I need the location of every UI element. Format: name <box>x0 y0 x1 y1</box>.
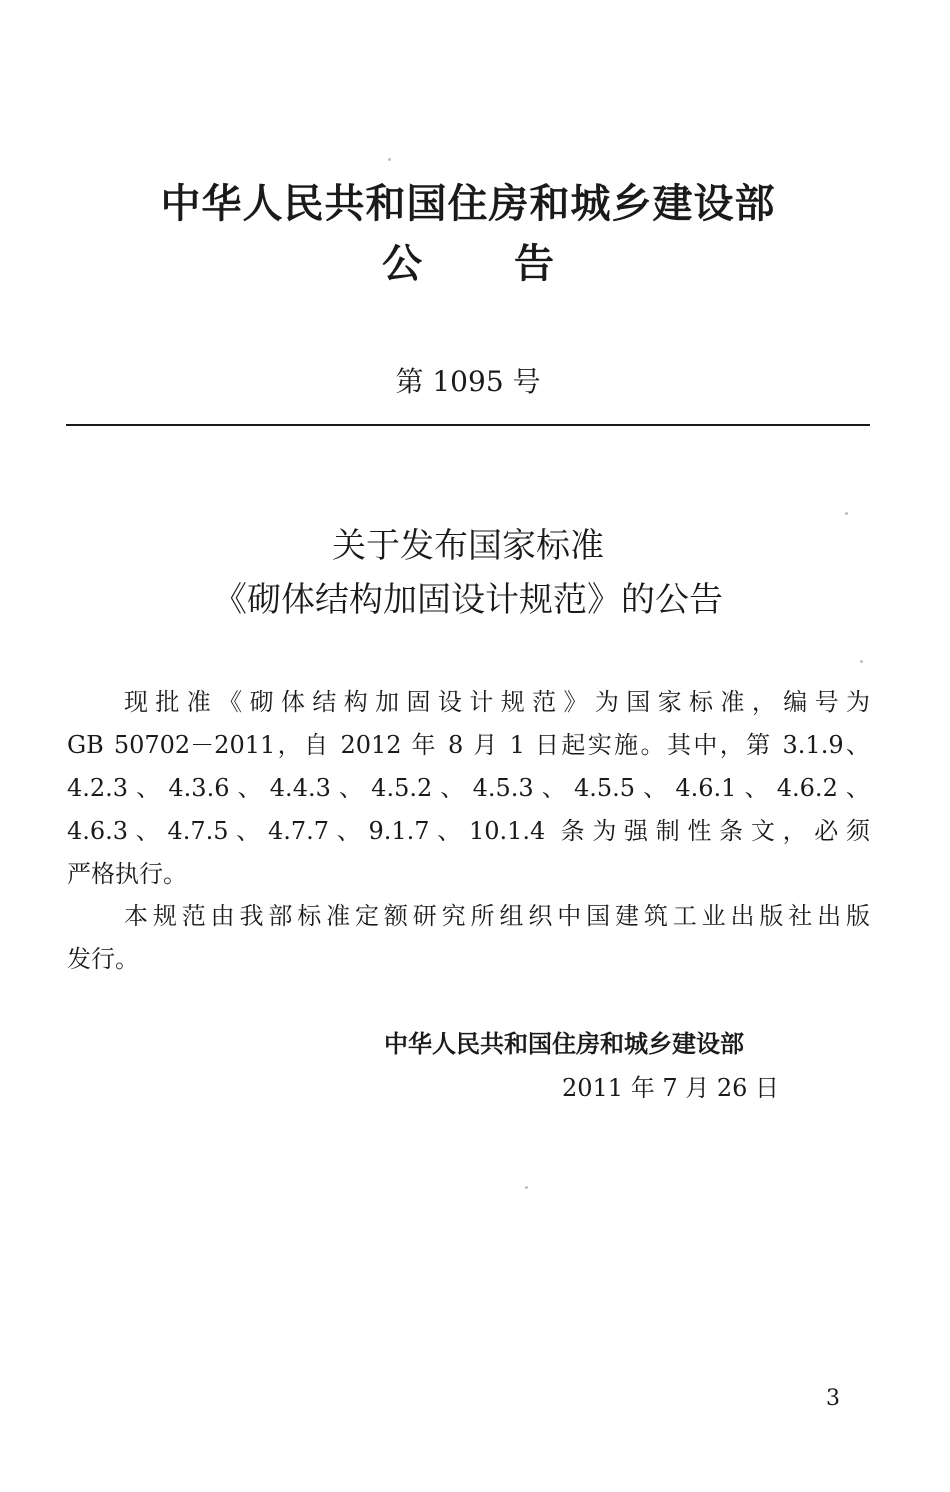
notice-heading <box>0 236 936 292</box>
scan-speck <box>525 1186 528 1189</box>
scan-speck <box>388 158 391 161</box>
document-title-line-1: 关于发布国家标准 <box>332 526 604 566</box>
body-paragraph-1-line-4: 4.6.3、4.7.5、4.7.7、9.1.7、10.1.4 条为强制性条文，必须 <box>67 817 870 845</box>
notice-char-gao: 告 <box>514 241 554 287</box>
notice-number: 第 1095 号 <box>395 365 541 398</box>
body-paragraph-2-line-1: 本规范由我部标准定额研究所组织中国建筑工业出版社出版 <box>124 902 870 930</box>
header-divider <box>66 424 870 426</box>
page-number: 3 <box>826 1386 840 1411</box>
signature-date: 2011 年 7 月 26 日 <box>562 1074 780 1102</box>
body-paragraph-1-line-3: 4.2.3、4.3.6、4.4.3、4.5.2、4.5.3、4.5.5、4.6.1、4.6.2、 <box>67 774 870 802</box>
signature-agency: 中华人民共和国住房和城乡建设部 <box>384 1030 744 1058</box>
body-paragraph-2-line-2: 发行。 <box>67 945 139 973</box>
document-title-line-2: 《砌体结构加固设计规范》的公告 <box>213 580 723 620</box>
body-paragraph-1-line-2: GB 50702－2011，自 2012 年 8 月 1 日起实施。其中，第 3.1.9、 <box>67 731 870 759</box>
notice-char-gong: 公 <box>382 241 422 287</box>
agency-title: 中华人民共和国住房和城乡建设部 <box>160 181 776 227</box>
body-paragraph-1-line-5: 严格执行。 <box>67 860 187 888</box>
scan-speck <box>845 512 848 515</box>
scan-speck <box>860 660 863 663</box>
body-paragraph-1-line-1: 现批准《砌体结构加固设计规范》为国家标准，编号为 <box>124 688 870 716</box>
